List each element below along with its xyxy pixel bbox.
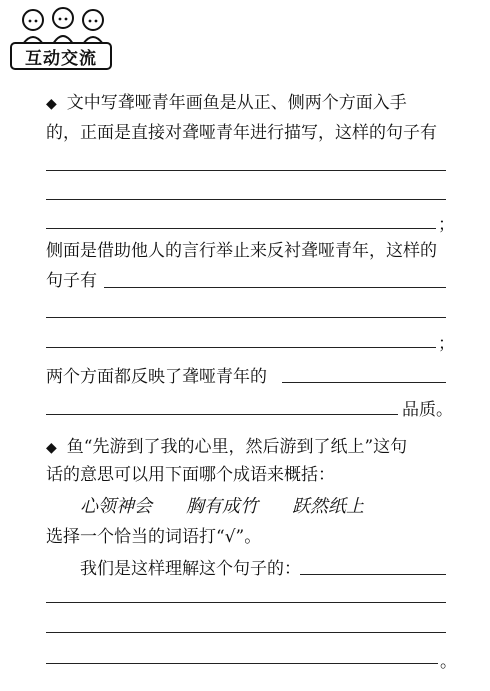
- answer-blank-line[interactable]: [46, 170, 446, 171]
- answer-blank-line[interactable]: [46, 228, 436, 229]
- answer-blank-line[interactable]: [104, 287, 446, 288]
- idiom-option[interactable]: 胸有成竹: [186, 496, 258, 517]
- semicolon-mark: ；: [438, 334, 455, 354]
- question-1-line-5: 两个方面都反映了聋哑青年的: [46, 367, 267, 387]
- question-1-line-1: ◆ 文中写聋哑青年画鱼是从正、侧两个方面入手: [46, 93, 407, 113]
- answer-blank-line[interactable]: [46, 663, 438, 664]
- question-1-line-3: 侧面是借助他人的言行举止来反衬聋哑青年，这样的: [46, 241, 437, 261]
- idiom-option[interactable]: 心领神会: [80, 496, 152, 517]
- answer-blank-line[interactable]: [46, 347, 436, 348]
- children-illustration-icon: [18, 6, 108, 44]
- instruction-text: 选择一个恰当的词语打“√”。: [46, 527, 262, 547]
- semicolon-mark: ；: [438, 215, 455, 235]
- answer-blank-line[interactable]: [46, 414, 398, 415]
- question-1-line-4: 句子有: [46, 271, 97, 291]
- answer-blank-line[interactable]: [300, 574, 446, 575]
- answer-blank-line[interactable]: [46, 317, 446, 318]
- diamond-bullet-icon: ◆: [46, 96, 57, 112]
- answer-blank-line[interactable]: [46, 632, 446, 633]
- answer-blank-line[interactable]: [282, 382, 446, 383]
- quality-ending: 品质。: [402, 400, 453, 420]
- header-title: 互动交流: [10, 42, 112, 70]
- question-2-line-2: 话的意思可以用下面哪个成语来概括：: [46, 465, 335, 485]
- period-mark: 。: [440, 652, 457, 672]
- question-1-line-2: 的，正面是直接对聋哑青年进行描写，这样的句子有: [46, 123, 437, 143]
- understanding-prompt: 我们是这样理解这个句子的：: [80, 559, 301, 579]
- answer-blank-line[interactable]: [46, 602, 446, 603]
- idiom-option[interactable]: 跃然纸上: [292, 496, 364, 517]
- diamond-bullet-icon: ◆: [46, 440, 57, 456]
- section-header: [10, 6, 114, 72]
- question-2-line-1: ◆ 鱼“先游到了我的心里，然后游到了纸上”这句: [46, 437, 408, 457]
- answer-blank-line[interactable]: [46, 199, 446, 200]
- idiom-options: [80, 496, 490, 518]
